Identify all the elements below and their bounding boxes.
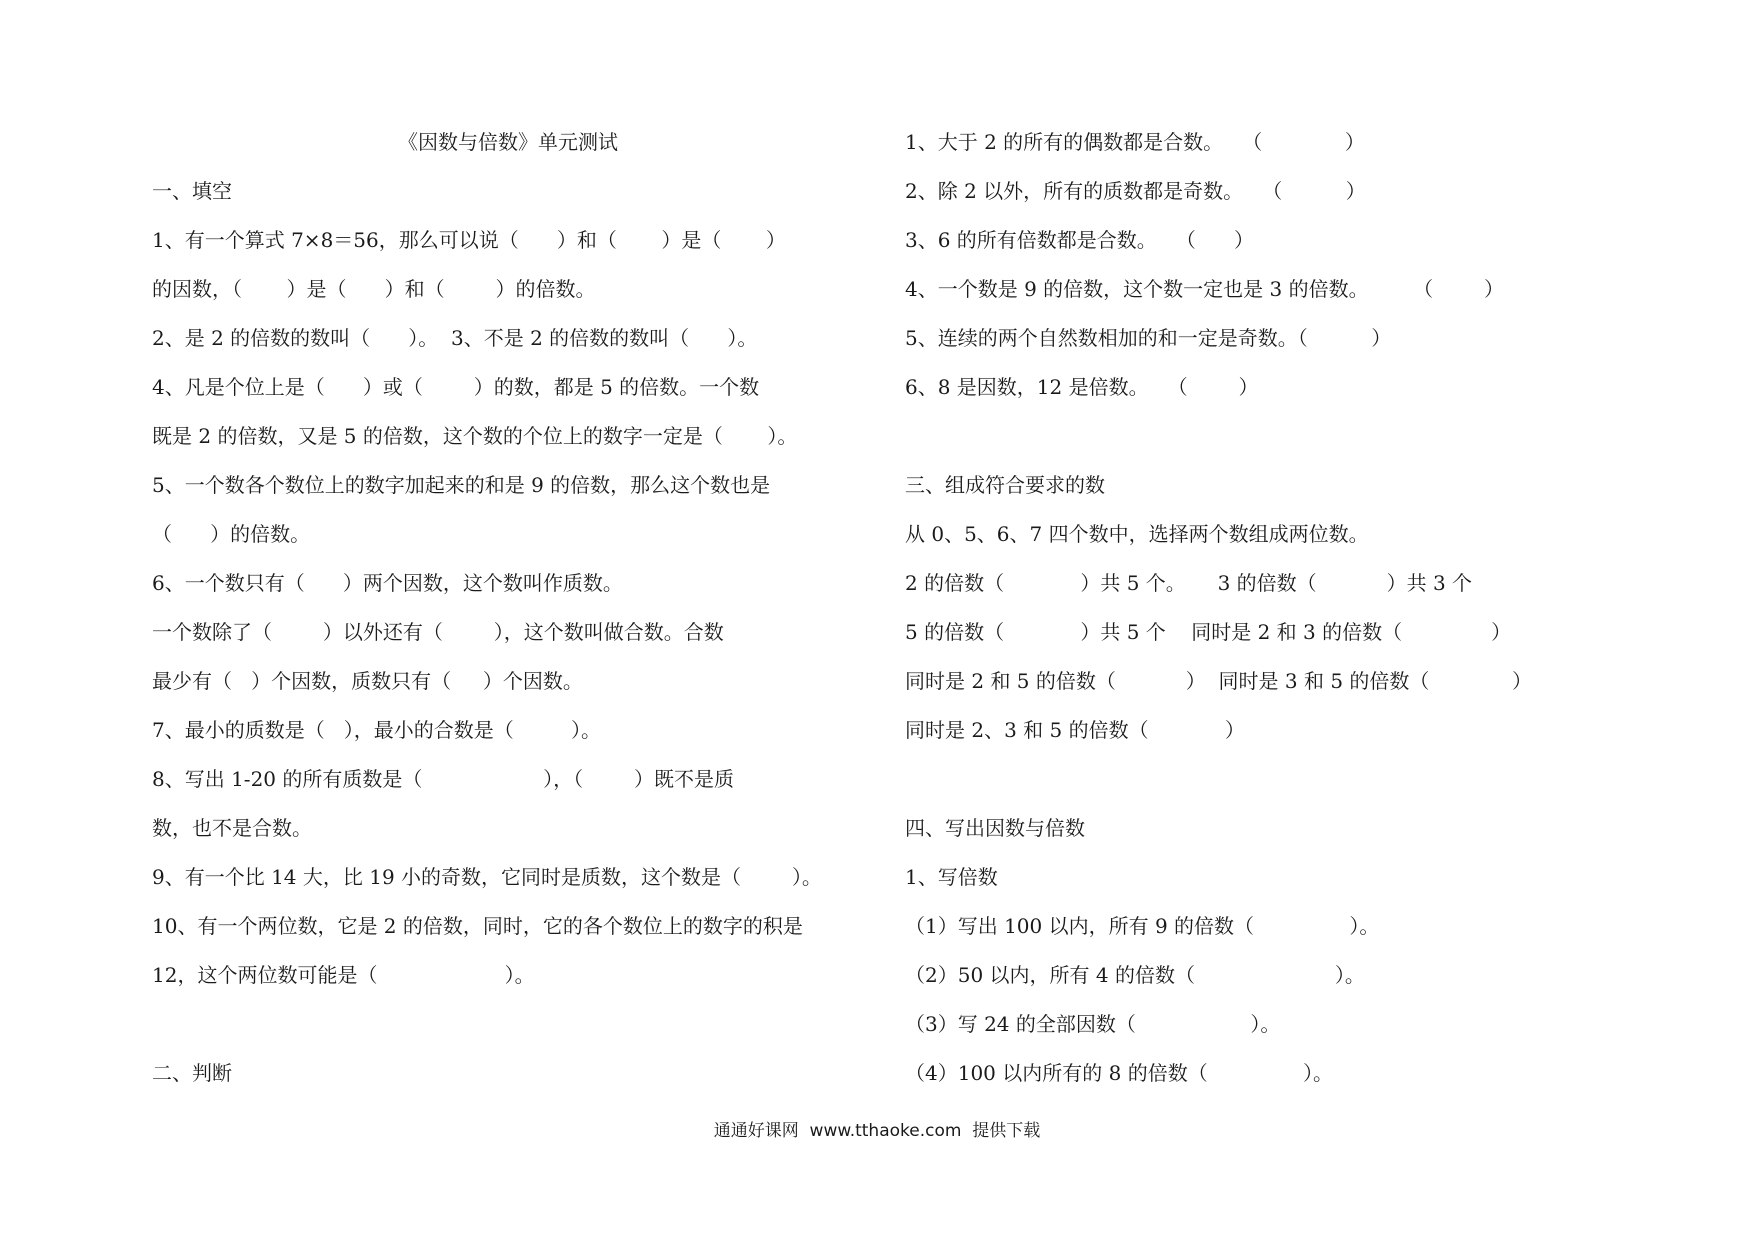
question-line: 3、6 的所有倍数都是合数。 （ ） — [905, 228, 1255, 252]
question-line: 6、8 是因数，12 是倍数。 （ ） — [905, 375, 1259, 399]
question-line: 从 0、5、6、7 四个数中，选择两个数组成两位数。 — [905, 522, 1369, 546]
question-line: 12，这个两位数可能是（ ）。 — [152, 963, 535, 987]
question-line: 5、一个数各个数位上的数字加起来的和是 9 的倍数，那么这个数也是 — [152, 473, 771, 497]
blank-line — [152, 1000, 864, 1049]
question-line: 2、是 2 的倍数的数叫（ ）。 3、不是 2 的倍数的数叫（ ）。 — [152, 326, 758, 350]
question-line: 8、写出 1-20 的所有质数是（ ），（ ）既不是质 — [152, 767, 735, 791]
doc-title: 《因数与倍数》单元测试 — [398, 130, 618, 154]
section-heading: 三、组成符合要求的数 — [905, 473, 1105, 497]
question-line: 最少有（ ）个因数，质数只有（ ）个因数。 — [152, 669, 583, 693]
question-line: 5 的倍数（ ）共 5 个 同时是 2 和 3 的倍数（ ） — [905, 620, 1512, 644]
question-line: 一个数除了（ ）以外还有（ ），这个数叫做合数。合数 — [152, 620, 724, 644]
question-line: 9、有一个比 14 大，比 19 小的奇数，它同时是质数，这个数是（ ）。 — [152, 865, 822, 889]
section-heading: 四、写出因数与倍数 — [905, 816, 1085, 840]
question-line: 同时是 2 和 5 的倍数（ ） 同时是 3 和 5 的倍数（ ） — [905, 669, 1533, 693]
section-heading: 二、判断 — [152, 1061, 232, 1085]
question-line: （4）100 以内所有的 8 的倍数（ ）。 — [905, 1061, 1334, 1085]
question-line: 4、一个数是 9 的倍数，这个数一定也是 3 的倍数。 （ ） — [905, 277, 1504, 301]
question-line: （3）写 24 的全部因数（ ）。 — [905, 1012, 1281, 1036]
question-line: （2）50 以内，所有 4 的倍数（ ）。 — [905, 963, 1365, 987]
question-line: 1、大于 2 的所有的偶数都是合数。 （ ） — [905, 130, 1365, 154]
blank-line — [905, 755, 1625, 804]
question-line: （1）写出 100 以内，所有 9 的倍数（ ）。 — [905, 914, 1380, 938]
question-line: 同时是 2、3 和 5 的倍数（ ） — [905, 718, 1245, 742]
left-column — [152, 118, 864, 1098]
question-line: 2 的倍数（ ）共 5 个。 3 的倍数（ ）共 3 个 — [905, 571, 1473, 595]
blank-line — [905, 412, 1625, 461]
question-line: 7、最小的质数是（ ），最小的合数是（ ）。 — [152, 718, 602, 742]
question-line: 4、凡是个位上是（ ）或（ ）的数，都是 5 的倍数。一个数 — [152, 375, 760, 399]
section-heading: 一、填空 — [152, 179, 232, 203]
question-line: 10、有一个两位数，它是 2 的倍数，同时，它的各个数位上的数字的积是 — [152, 914, 803, 938]
question-line: （ ）的倍数。 — [152, 522, 311, 546]
question-line: 1、有一个算式 7×8＝56，那么可以说（ ）和（ ）是（ ） — [152, 228, 786, 252]
right-column — [905, 118, 1625, 1098]
footer-text: 通通好课网 www.tthaoke.com 提供下载 — [713, 1121, 1041, 1141]
question-line: 的因数，（ ）是（ ）和（ ）的倍数。 — [152, 277, 596, 301]
question-line: 6、一个数只有（ ）两个因数，这个数叫作质数。 — [152, 571, 623, 595]
question-line: 2、除 2 以外，所有的质数都是奇数。 （ ） — [905, 179, 1366, 203]
question-line: 数，也不是合数。 — [152, 816, 312, 840]
question-line: 5、连续的两个自然数相加的和一定是奇数。（ ） — [905, 326, 1392, 350]
question-line: 既是 2 的倍数，又是 5 的倍数，这个数的个位上的数字一定是（ ）。 — [152, 424, 798, 448]
question-line: 1、写倍数 — [905, 865, 998, 889]
